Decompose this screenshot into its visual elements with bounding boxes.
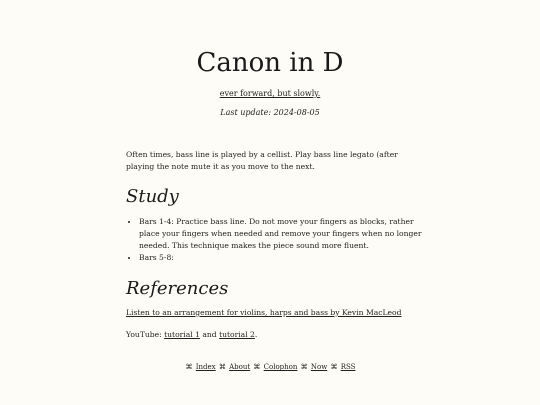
footer-link-index[interactable]: Index [195,363,216,371]
arrangement-paragraph [126,307,401,319]
youtube-label: YouTube: [126,330,162,339]
study-list [126,216,431,264]
footer-link-about[interactable]: About [229,363,251,371]
and-text: and [202,330,217,339]
last-update-label: Last update: [220,108,272,117]
last-update [0,107,540,119]
arrangement-link[interactable]: Listen to an arrangement for violins, harps and bass by Kevin MacLeod [126,308,402,317]
command-icon: ⌘ [218,363,226,371]
footer-link-rss[interactable]: RSS [340,363,356,371]
list-item: • Bars 5-8: [139,252,431,264]
references-heading: References [126,278,229,299]
command-icon: ⌘ [185,363,193,371]
intro-paragraph: Often times, bass line is played by a cellist. Play bass line legato (after playing the note mute it as you move to the next. [126,150,398,171]
study-heading: Study [126,186,179,207]
subtitle-link[interactable]: ever forward, but slowly. [219,89,321,98]
footer-link-colophon[interactable]: Colophon [263,363,298,371]
footer-link-now[interactable]: Now [310,363,328,371]
list-item: • Bars 1-4: Practice bass line. Do not move your fingers as blocks, rather place your fingers when needed and remove your fingers when no longer needed. This technique makes the piece sound more fluent. [139,216,431,252]
page-title: Canon in D [196,48,344,78]
command-icon: ⌘ [300,363,308,371]
command-icon: ⌘ [253,363,261,371]
subtitle [0,88,540,100]
youtube-paragraph [126,329,257,341]
last-update-date: 2024-08-05 [273,108,320,117]
footer-nav [0,361,540,373]
tutorial-2-link[interactable]: tutorial 2 [219,330,255,339]
tutorial-1-link[interactable]: tutorial 1 [164,330,200,339]
period-text: . [254,330,258,339]
command-icon: ⌘ [330,363,338,371]
